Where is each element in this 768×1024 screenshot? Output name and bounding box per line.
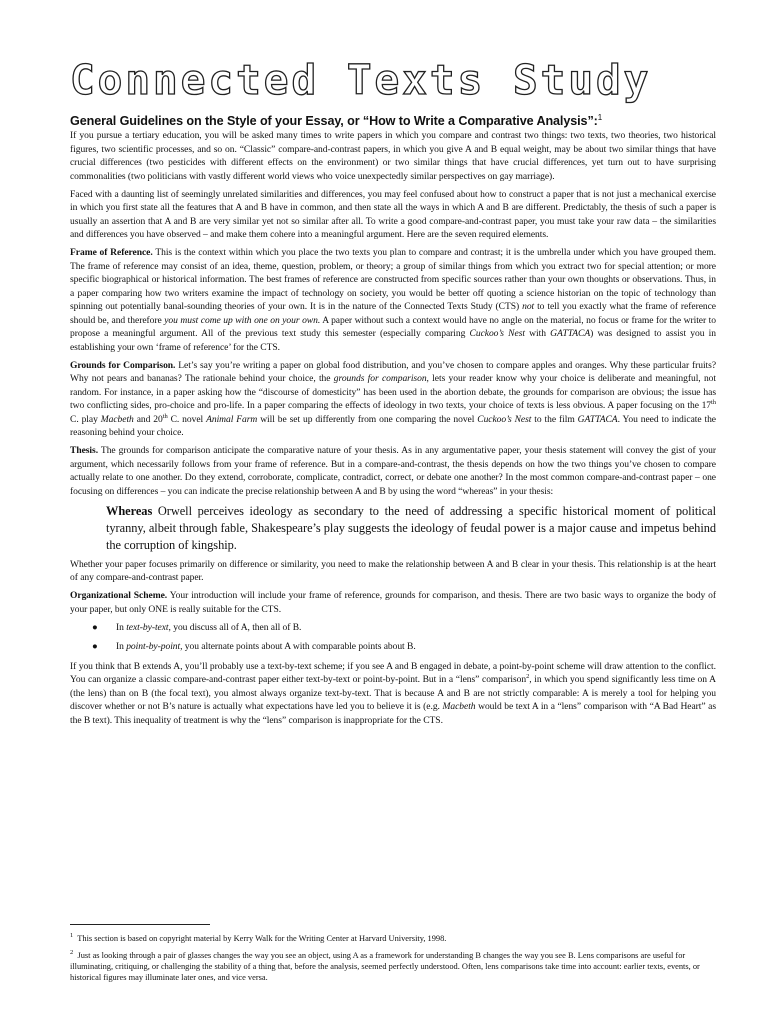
subtitle-text: General Guidelines on the Style of your Essay, or “How to Write a Comparative Analysis”: (70, 114, 598, 129)
grounds-text-7: to the film (531, 413, 578, 425)
footnote-1-marker: 1 (70, 932, 74, 939)
frame-title-gattaca: GATTACA (550, 328, 591, 340)
frame-text-4: with (524, 328, 551, 340)
footnote-marker-2: 2 (526, 673, 530, 681)
footnote-2-text: Just as looking through a pair of glasses changes the way you see an object, using A as a framework for understanding B changes the way you see B. Lens comparisons are useful for illuminating, critiquing, or challenging the stability of a thing that, before the analysis, seemed perfectly understood. Often, lens comparisons take time into account: earlier texts, events, or historical figures may illuminate later ones, and vice versa. (70, 950, 700, 982)
frame-text-2: to tell you exactly what the frame of reference should be, and therefore (70, 301, 716, 326)
bullet-icon: ● (92, 621, 98, 633)
grounds-text-8: . You need to indicate the reasoning behind your choice. (70, 413, 716, 439)
bullet-text-post: , you discuss all of A, then all of B. (168, 621, 302, 633)
bullet-text-pre: In (116, 621, 127, 633)
frame-emphasis-must: you must come up with one on your own. (164, 314, 321, 326)
page-title: Connected Texts Study (70, 56, 652, 104)
page-subtitle (70, 110, 716, 129)
footnote-2 (70, 947, 716, 983)
footnote-1-text: This section is based on copyright material by Kerry Walk for the Writing Center at Harvard University, 1998. (77, 933, 447, 943)
frame-text-5: ) was designed to assist you in establishing your own ‘frame of reference’ for the CTS. (70, 328, 716, 353)
quote-lead-word: Whereas (106, 503, 153, 518)
thesis-heading: Thesis. (70, 445, 99, 457)
grounds-for-comparison-paragraph (70, 359, 716, 440)
intro-paragraph-1: If you pursue a tertiary education, you will be asked many times to write papers in which you compare and contrast two things: two texts, two theories, two historical figures, two scientific processes, and so on. “Classic” compare-and-contrast papers, in which you give A and B equal weight, may be about two similar things that have crucial differences (two pesticides with different effects on the environment) or two similar things that have crucial differences, yet turn out to have surprising commonalities (two politicians with vastly different world views who voice unexpectedly similar perspectives on gay marriage). (70, 130, 716, 182)
grounds-for-comparison-heading: Grounds for Comparison. (70, 359, 176, 371)
organization-options-list (70, 621, 716, 654)
grounds-text-6: will be set up differently from one comparing the novel (257, 413, 478, 425)
bullet-text-pre: In (116, 641, 127, 653)
thesis-followup-paragraph: Whether your paper focuses primarily on difference or similarity, you need to make the relationship between A and B clear in your thesis. This relationship is at the heart of any compare-and-contrast paper. (70, 558, 716, 584)
bullet-icon: ● (92, 641, 98, 653)
lens-text-1: If you think that B extends A, you’ll probably use a text-by-text scheme; if you see A and B engaged in debate, a point-by-point scheme will draw attention to the conflict. You can organize a classic compare-and-contrast paper either text-by-text or point-by-point. But in a “lens” comparison (70, 660, 716, 686)
grounds-title-cuckoo: Cuckoo’s Nest (477, 413, 532, 425)
org-text: Your introduction will include your frame of reference, grounds for comparison, and thesis. There are two basic ways to organize the body of your paper, but only ONE is really suitable for the CTS. (70, 590, 717, 615)
organizational-scheme-heading: Organizational Scheme. (70, 590, 168, 602)
bullet-emphasis: text-by-text (126, 621, 169, 633)
grounds-text-2: , lets your reader know why your choice is deliberate and meaningful, not random. For instance, in a paper asking how the “discourse of domesticity” has been used in the abortion debate, the grounds for comparison are obvious; the issue has two conflicting sides, pro-choice and pro-life. In a paper comparing the effects of ideology in two texts, your choice of texts is less obvious. A paper focusing on the 17 (70, 373, 716, 412)
grounds-emphasis: grounds for comparison (333, 373, 427, 385)
thesis-paragraph (70, 444, 716, 498)
bullet-text-post: , you alternate points about A with comparable points about B. (180, 641, 416, 653)
frame-of-reference-heading: Frame of Reference. (70, 247, 153, 259)
footnotes (70, 930, 716, 986)
footnote-1 (70, 930, 716, 944)
grounds-text-1: Let’s say you’re writing a paper on global food distribution, and you’ve chosen to compare apples and oranges. Why these particular fruits? Why not pears and bananas? The rationale behind your choice, the (70, 359, 717, 385)
intro-paragraph-2: Faced with a daunting list of seemingly unrelated similarities and differences, you may feel confused about how to construct a paper that is not just a mechanical exercise in which you first state all the features that A and B have in common, and then state all the ways in which A and B are different. Predictably, the thesis of such a paper is usually an assertion that A and B are very similar yet not so similar after all. To write a good compare-and-contrast paper, you must take your raw data – the similarities and differences you have observed – and make them cohere into a meaningful argument. Here are the seven required elements. (70, 188, 716, 241)
frame-title-cuckoo: Cuckoo’s Nest (469, 328, 525, 340)
footnote-divider (70, 924, 210, 925)
grounds-title-animal-farm: Animal Farm (206, 413, 258, 425)
organizational-scheme-paragraph (70, 589, 716, 616)
list-item-point-by-point (92, 640, 716, 654)
quote-text: Orwell perceives ideology as secondary to the need of addressing a specific historical moment of political tyranny, albeit through fable, Shakespeare’s play suggests the ideology of feudal power is a major cause and impetus behind the corruption of kingship. (106, 503, 716, 552)
lens-text-2: , in which you spend significantly less time on A (the lens) than on B (the focal text), you almost always organize text-by-text. That is because A and B are not strictly comparable: A is merely a tool for helping you discover whether or not B’s nature is actually what expectations have led you to believe it is (e.g. (70, 674, 716, 713)
frame-text-3: A paper without such a context would have no angle on the material, no focus or frame for the writer to propose a meaningful argument. All of the previous text study this semester (especially comparing (70, 314, 716, 340)
grounds-title-macbeth: Macbeth (100, 413, 134, 425)
footnote-2-marker: 2 (70, 948, 74, 956)
grounds-text-3: C. play (70, 413, 101, 425)
list-item-text-by-text (92, 621, 716, 635)
grounds-text-5: C. novel (167, 413, 207, 425)
document-body (70, 129, 716, 727)
grounds-text-4: and 20 (133, 413, 163, 425)
thesis-example-quote (106, 503, 716, 554)
frame-text-1: This is the context within which you place the two texts you plan to compare and contrast; it is the umbrella under which you have grouped them. The frame of reference may consist of an idea, theme, question, problem, or theory; a group of similar things from which you extract two for special attention; or more specific biographical or historical information. The best frames of reference are constructed from specific sources rather than your own thoughts or observations. Thus, in a paper comparing how two writers examine the impact of technology on society, you would be better off quoting a science historian on the topic of technology than spinning out potentially banal-sounding theories of your own. It is in the nature of the Connected Texts Study (CTS) (70, 247, 716, 313)
thesis-text: The grounds for comparison anticipate the comparative nature of your thesis. As in any argumentative paper, your thesis statement will convey the gist of your argument, which necessarily follows from your frame of reference. But in a compare-and-contrast, the thesis depends on how the two things you’ve chosen to compare actually relate to one another. Do they extend, corroborate, complicate, contradict, correct, or debate one another? In the most common compare-and-contrast paper – one focusing on differences – you can indicate the precise relationship between A and B by using the word “whereas” in your thesis: (70, 445, 716, 497)
bullet-emphasis: point-by-point (126, 641, 181, 653)
grounds-title-gattaca: GATTACA (577, 413, 618, 425)
subtitle-footnote-marker: 1 (597, 113, 603, 122)
frame-of-reference-paragraph (70, 246, 716, 354)
lens-comparison-paragraph (70, 660, 716, 728)
lens-title-macbeth: Macbeth (442, 701, 476, 713)
ordinal-suffix-17th: th (711, 399, 716, 407)
lens-text-3: would be text A in a “lens” comparison with “A Bad Heart” as the B text). This inequality of treatment is why the “lens” comparison is inappropriate for the CTS. (70, 701, 717, 726)
frame-emphasis-not: not (522, 301, 535, 313)
ordinal-suffix-20th: th (162, 412, 168, 420)
